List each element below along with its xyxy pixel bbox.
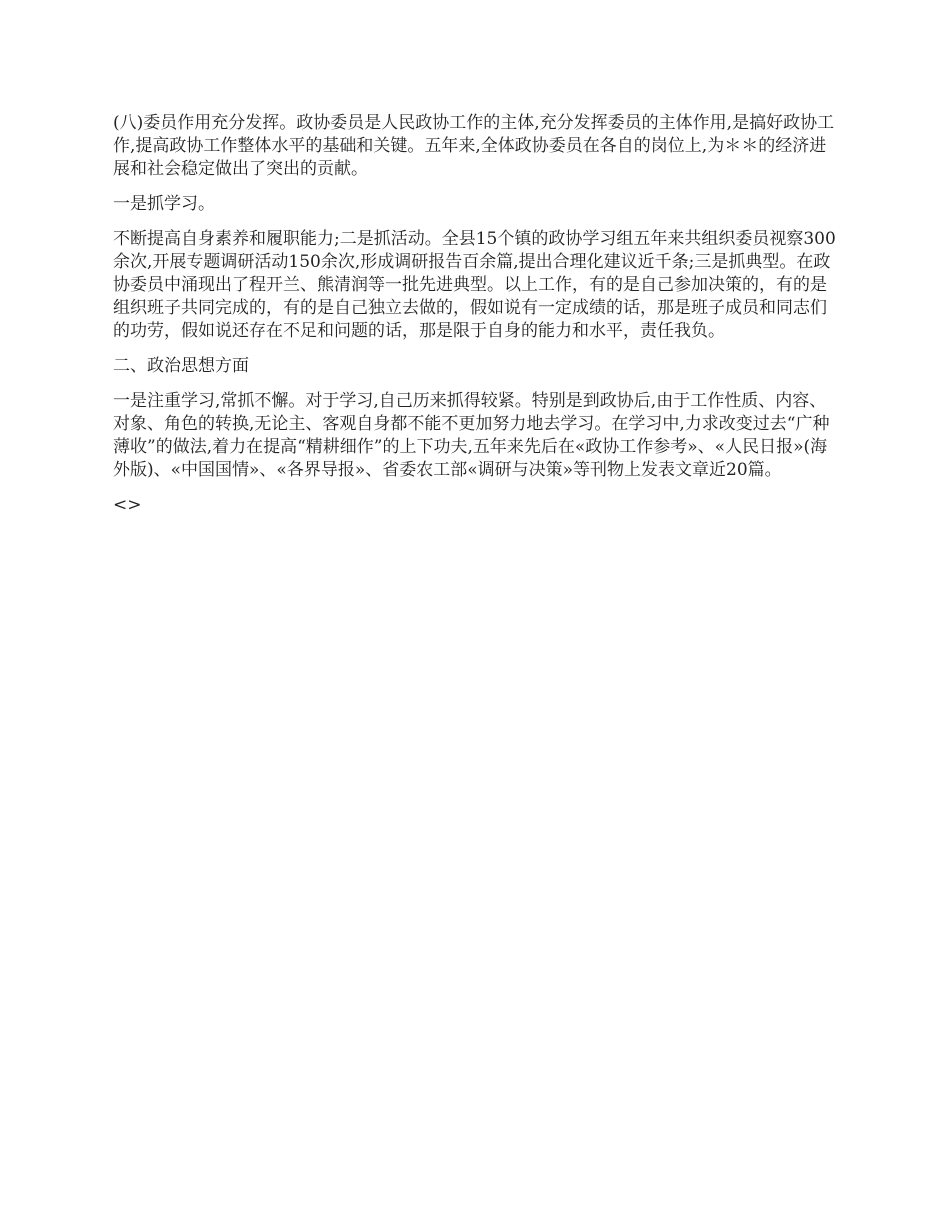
paragraph-activities: 不断提高自身素养和履职能力;二是抓活动。全县15个镇的政协学习组五年来共组织委员视察300余次,开展专题调研活动150余次,形成调研报告百余篇,提出合理化建议近千条;三是抓典型。在政协委员中涌现出了程开兰、熊清润等一批先进典型。以上工作，有的是自己参加决策的，有的是组织班子共同完成的，有的是自己独立去做的，假如说有一定成绩的话，那是班子成员和同志们的功劳，假如说还存在不足和问题的话，那是限于自身的能力和水平，责任我负。 [113,229,836,341]
paragraph-committee-role: (八)委员作用充分发挥。政协委员是人民政协工作的主体,充分发挥委员的主体作用,是搞好政协工作,提高政协工作整体水平的基础和关键。五年来,全体政协委员在各自的岗位上,为＊＊的经济进展和社会稳定做出了突出的贡献。 [113,113,835,179]
document-body [113,112,841,529]
paragraph-study-heading: 一是抓学习。 [113,194,215,214]
section-heading-political-thought: 二、政治思想方面 [113,356,249,376]
paragraph-study-focus: 一是注重学习,常抓不懈。对于学习,自己历来抓得较紧。特别是到政协后,由于工作性质、内容、对象、角色的转换,无论主、客观自身都不能不更加努力地去学习。在学习中,力求改变过去“广种薄收”的做法,着力在提高“精耕细作”的上下功夫,五年来先后在«政协工作参考»、«人民日报»(海外版)、«中国国情»、«各界导报»、省委农工部«调研与决策»等刊物上发表文章近20篇。 [113,391,830,480]
paragraph-trailing-marker: <> [113,495,142,515]
